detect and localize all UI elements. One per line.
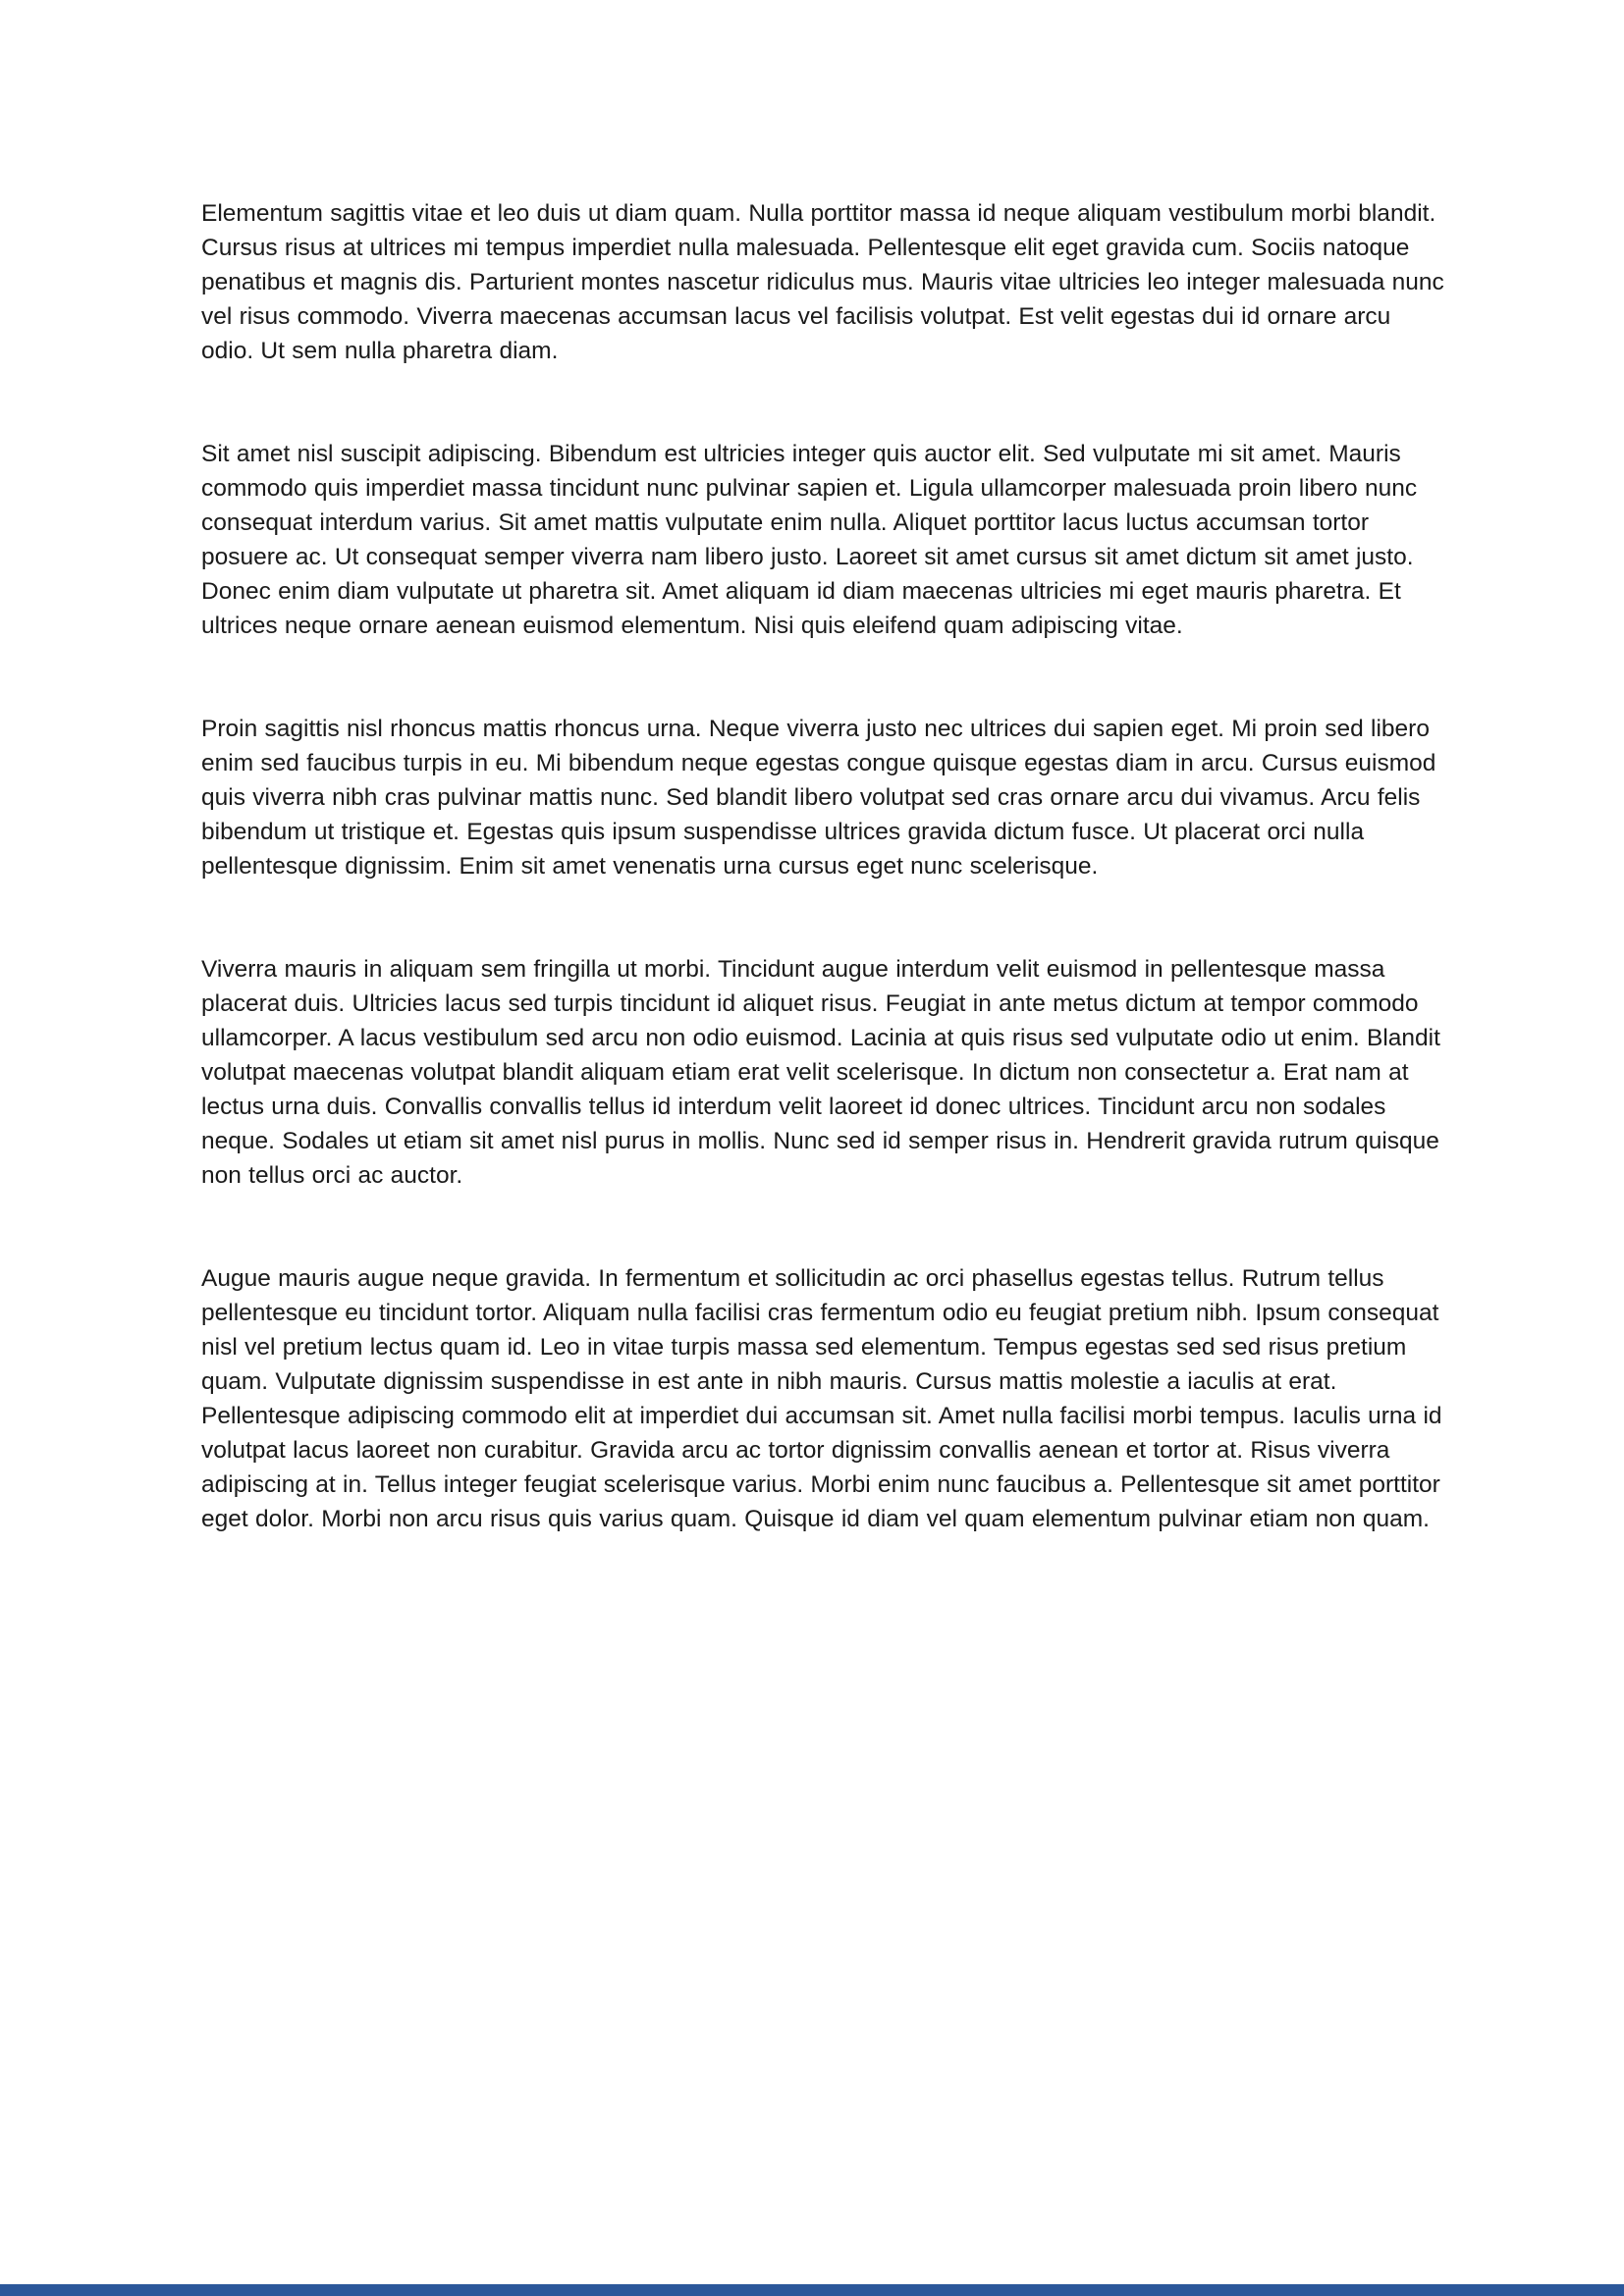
paragraph-4: Viverra mauris in aliquam sem fringilla ut morbi. Tincidunt augue interdum velit euismod in pellentesque massa placerat duis. Ultricies lacus sed turpis tincidunt id aliquet risus. Feugiat in ante metus dictum at tempor commodo ullamcorper. A lacus vestibulum sed arcu non odio euismod. Lacinia at quis risus sed vulputate odio ut enim. Blandit volutpat maecenas volutpat blandit aliquam etiam erat velit scelerisque. In dictum non consectetur a. Erat nam at lectus urna duis. Convallis convallis tellus id interdum velit laoreet id donec ultrices. Tincidunt arcu non sodales neque. Sodales ut etiam sit amet nisl purus in mollis. Nunc sed id semper risus in. Hendrerit gravida rutrum quisque non tellus orci ac auctor. [201,956,1440,1189]
window-bottom-bar [0,2284,1624,2296]
paragraph-3: Proin sagittis nisl rhoncus mattis rhoncus urna. Neque viverra justo nec ultrices dui sapien eget. Mi proin sed libero enim sed faucibus turpis in eu. Mi bibendum neque egestas congue quisque egestas diam in arcu. Cursus euismod quis viverra nibh cras pulvinar mattis nunc. Sed blandit libero volutpat sed cras ornare arcu dui vivamus. Arcu felis bibendum ut tristique et. Egestas quis ipsum suspendisse ultrices gravida dictum fusce. Ut placerat orci nulla pellentesque dignissim. Enim sit amet venenatis urna cursus eget nunc scelerisque. [201,716,1436,880]
paragraph-2: Sit amet nisl suscipit adipiscing. Bibendum est ultricies integer quis auctor elit. Sed vulputate mi sit amet. Mauris commodo quis imperdiet massa tincidunt nunc pulvinar sapien et. Ligula ullamcorper malesuada proin libero nunc consequat interdum varius. Sit amet mattis vulputate enim nulla. Aliquet porttitor lacus luctus accumsan tortor posuere ac. Ut consequat semper viverra nam libero justo. Laoreet sit amet cursus sit amet dictum sit amet justo. Donec enim diam vulputate ut pharetra sit. Amet aliquam id diam maecenas ultricies mi eget mauris pharetra. Et ultrices neque ornare aenean euismod elementum. Nisi quis eleifend quam adipiscing vitae. [201,441,1418,639]
document-body [201,196,1446,1605]
paragraph-5: Augue mauris augue neque gravida. In fermentum et sollicitudin ac orci phasellus egestas tellus. Rutrum tellus pellentesque eu tincidunt tortor. Aliquam nulla facilisi cras fermentum odio eu feugiat pretium nibh. Ipsum consequat nisl vel pretium lectus quam id. Leo in vitae turpis massa sed elementum. Tempus egestas sed sed risus pretium quam. Vulputate dignissim suspendisse in est ante in nibh mauris. Cursus mattis molestie a iaculis at erat. Pellentesque adipiscing commodo elit at imperdiet dui accumsan sit. Amet nulla facilisi morbi tempus. Iaculis urna id volutpat lacus laoreet non curabitur. Gravida arcu ac tortor dignissim convallis aenean et tortor at. Risus viverra adipiscing at in. Tellus integer feugiat scelerisque varius. Morbi enim nunc faucibus a. Pellentesque sit amet porttitor eget dolor. Morbi non arcu risus quis varius quam. Quisque id diam vel quam elementum pulvinar etiam non quam. [201,1265,1442,1532]
paragraph-1: Elementum sagittis vitae et leo duis ut diam quam. Nulla porttitor massa id neque aliquam vestibulum morbi blandit. Cursus risus at ultrices mi tempus imperdiet nulla malesuada. Pellentesque elit eget gravida cum. Sociis natoque penatibus et magnis dis. Parturient montes nascetur ridiculus mus. Mauris vitae ultricies leo integer malesuada nunc vel risus commodo. Viverra maecenas accumsan lacus vel facilisis volutpat. Est velit egestas dui id ornare arcu odio. Ut sem nulla pharetra diam. [201,200,1444,364]
